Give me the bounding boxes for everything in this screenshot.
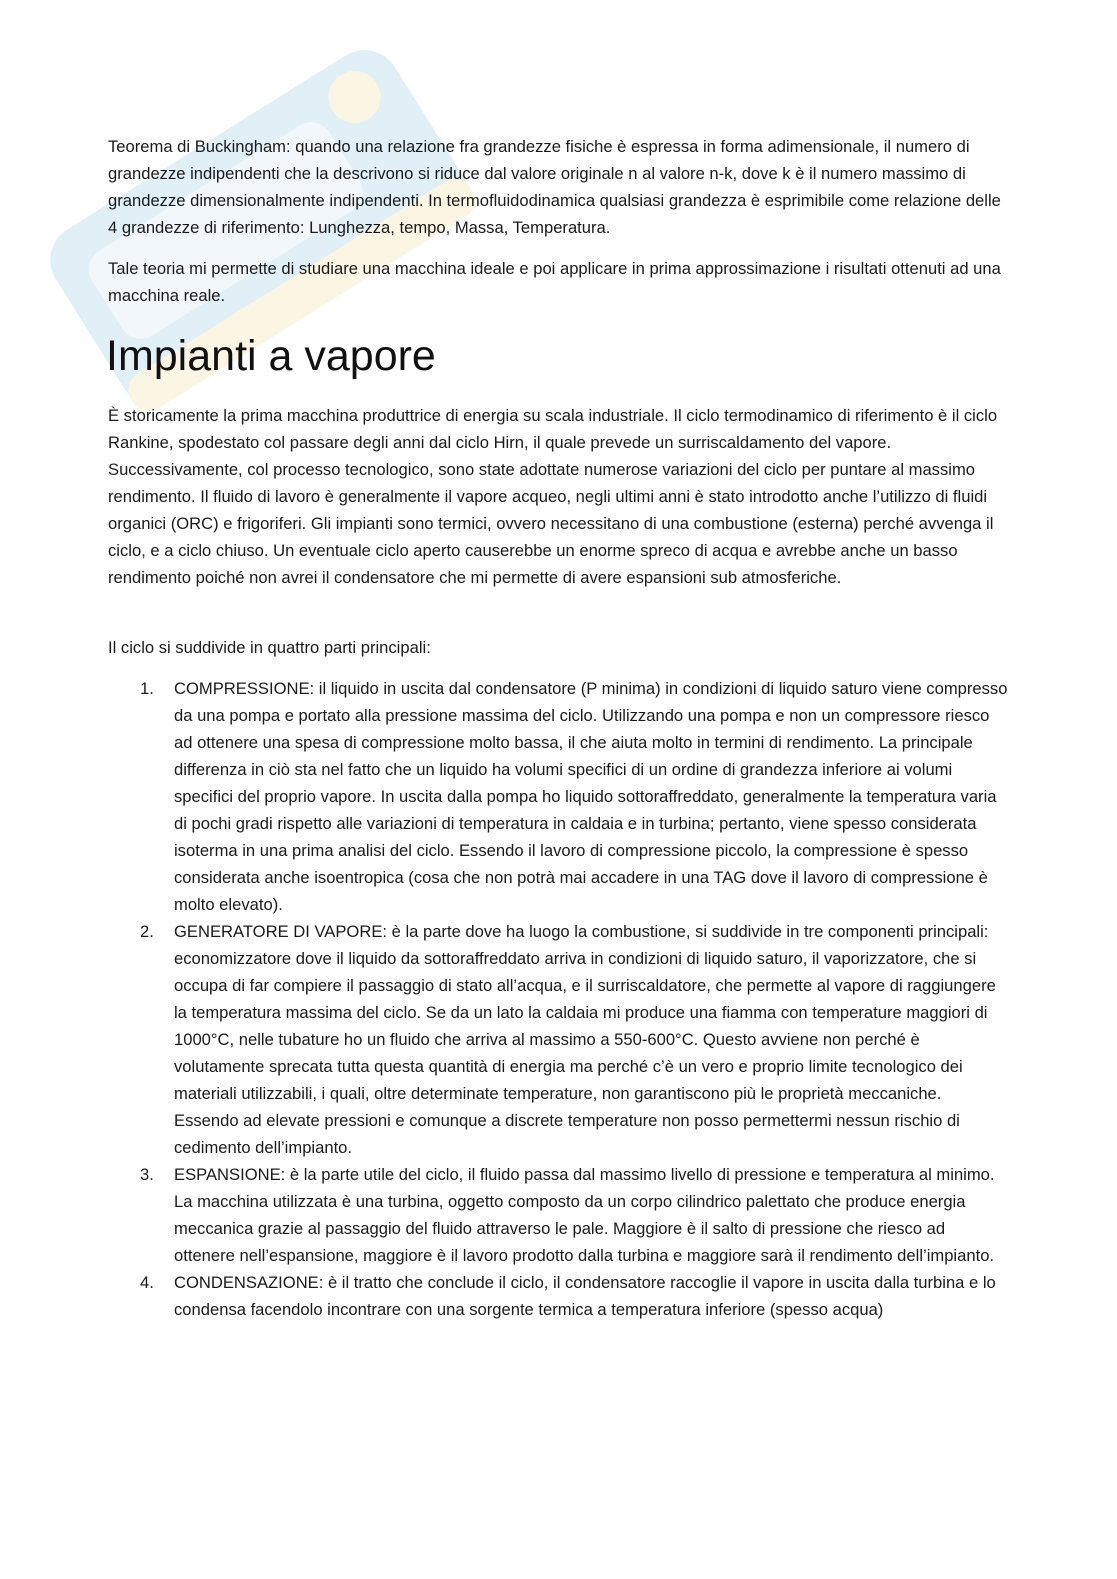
section-title: Impianti a vapore [106,332,436,380]
cycle-steps-list [140,675,1010,1323]
theory-paragraph: Tale teoria mi permette di studiare una macchina ideale e poi applicare in prima approssimazione i risultati ottenuti ad una macchina reale. [108,259,1001,305]
section-description: È storicamente la prima macchina produttrice di energia su scala industriale. Il ciclo termodinamico di riferimento è il ciclo Rankine, spodestato col passare degli anni dal ciclo Hirn, il quale prevede un surriscaldamento del vapore. Successivamente, col processo tecnologico, sono state adottate numerose variazioni del ciclo per puntare al massimo rendimento. Il fluido di lavoro è generalmente il vapore acqueo, negli ultimi anni è stato introdotto anche l’utilizzo di fluidi organici (ORC) e frigoriferi. Gli impianti sono termici, ovvero necessitano di una combustione (esterna) perché avvenga il ciclo, e a ciclo chiuso. Un eventuale ciclo aperto causerebbe un enorme spreco di acqua e avrebbe anche un basso rendimento poiché non avrei il condensatore che mi permette di avere espansioni sub atmosferiche. [108,406,998,587]
list-item [140,1161,1010,1269]
list-item-number: 3. [140,1165,154,1184]
list-item [140,1269,1010,1323]
list-item-text: CONDENSAZIONE: è il tratto che conclude il ciclo, il condensatore raccoglie il vapore in uscita dalla turbina e lo condensa facendolo incontrare con una sorgente termica a temperatura inferiore (spesso acqua) [174,1273,996,1319]
list-item-text: GENERATORE DI VAPORE: è la parte dove ha luogo la combustione, si suddivide in tre componenti principali: economizzatore dove il liquido da sottoraffreddato arriva in condizioni di liquido saturo, il vaporizzatore, che si occupa di far compiere il passaggio di stato all’acqua, e il surriscaldatore, che permette al vapore di raggiungere la temperatura massima del ciclo. Se da un lato la caldaia mi produce una fiamma con temperature maggiori di 1000°C, nelle tubature ho un fluido che arriva al massimo a 550-600°C. Questo avviene non perché è volutamente sprecata tutta questa quantità di energia ma perché c’è un vero e proprio limite tecnologico dei materiali utilizzabili, i quali, oltre determinate temperature, non garantiscono più le proprietà meccaniche. Essendo ad elevate pressioni e comunque a discrete temperature non posso permettermi nessun rischio di cedimento dell’impianto. [174,922,996,1157]
buckingham-paragraph: Teorema di Buckingham: quando una relazione fra grandezze fisiche è espressa in forma adimensionale, il numero di grandezze indipendenti che la descrivono si riduce dal valore originale n al valore n-k, dove k è il numero massimo di grandezze dimensionalmente indipendenti. In termofluidodinamica qualsiasi grandezza è esprimibile come relazione delle 4 grandezze di riferimento: Lunghezza, tempo, Massa, Temperatura. [108,137,1001,237]
list-item-number: 2. [140,922,154,941]
list-item [140,918,1010,1161]
list-item-text: ESPANSIONE: è la parte utile del ciclo, il fluido passa dal massimo livello di pressione e temperatura al minimo. La macchina utilizzata è una turbina, oggetto composto da un corpo cilindrico palettato che produce energia meccanica grazie al passaggio del fluido attraverso le pale. Maggiore è il salto di pressione che riesco ad ottenere nell’espansione, maggiore è il lavoro prodotto dalla turbina e maggiore sarà il rendimento dell’impianto. [174,1165,995,1265]
list-item-number: 1. [140,679,154,698]
list-item-text: COMPRESSIONE: il liquido in uscita dal condensatore (P minima) in condizioni di liquido saturo viene compresso da una pompa e portato alla pressione massima del ciclo. Utilizzando una pompa e non un compressore riesco ad ottenere una spesa di compressione molto bassa, il che aiuta molto in termini di rendimento. La principale differenza in ciò sta nel fatto che un liquido ha volumi specifici di un ordine di grandezza inferiore ai volumi specifici del proprio vapore. In uscita dalla pompa ho liquido sottoraffreddato, generalmente la temperatura varia di pochi gradi rispetto alle variazioni di temperatura in caldaia e in turbina; pertanto, viene spesso considerata isoterma in una prima analisi del ciclo. Essendo il lavoro di compressione piccolo, la compressione è spesso considerata anche isoentropica (cosa che non potrà mai accadere in una TAG dove il lavoro di compressione è molto elevato). [174,679,1008,914]
list-item [140,675,1010,918]
list-item-number: 4. [140,1273,154,1292]
list-intro: Il ciclo si suddivide in quattro parti principali: [108,638,431,657]
